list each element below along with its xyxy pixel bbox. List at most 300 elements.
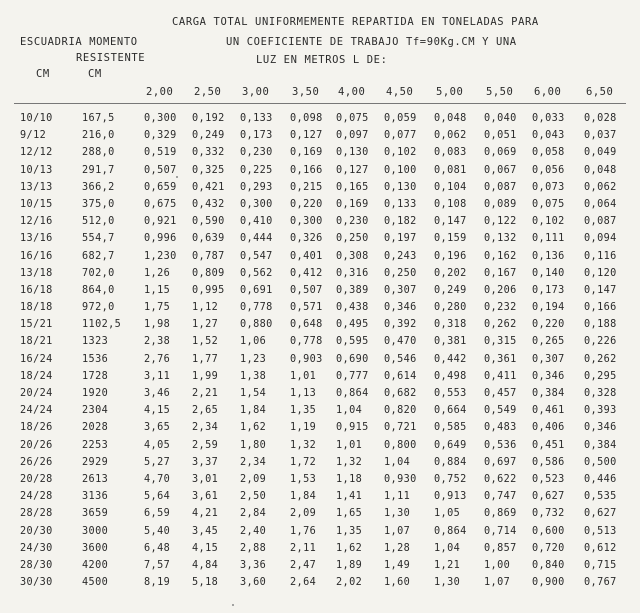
cell-load: 2,11 bbox=[290, 542, 317, 554]
cell-load: 0,056 bbox=[532, 164, 565, 176]
cell-load: 0,461 bbox=[532, 405, 565, 417]
cell-load: 0,900 bbox=[532, 577, 565, 589]
table-row bbox=[0, 422, 640, 439]
cell-momento: 167,5 bbox=[82, 113, 115, 124]
cell-escuadria: 16/16 bbox=[20, 250, 53, 262]
cell-load: 0,249 bbox=[434, 284, 467, 296]
cell-load: 0,715 bbox=[584, 559, 617, 571]
cell-load: 0,329 bbox=[144, 130, 177, 142]
cell-load: 0,081 bbox=[434, 164, 467, 176]
cell-load: 2,65 bbox=[192, 405, 219, 417]
cell-load: 0,519 bbox=[144, 147, 177, 159]
cell-load: 2,34 bbox=[192, 422, 219, 434]
span-header-cell: 2,50 bbox=[194, 86, 222, 98]
cell-load: 1,15 bbox=[144, 284, 171, 296]
cell-load: 0,483 bbox=[484, 422, 517, 434]
cell-load: 0,111 bbox=[532, 233, 565, 245]
cell-load: 0,778 bbox=[240, 302, 273, 314]
cell-load: 3,46 bbox=[144, 388, 171, 399]
cell-momento: 972,0 bbox=[82, 302, 115, 314]
cell-escuadria: 12/16 bbox=[20, 216, 53, 228]
cell-momento: 3136 bbox=[82, 491, 109, 503]
cell-momento: 2304 bbox=[82, 405, 109, 417]
cell-load: 0,869 bbox=[484, 508, 517, 520]
table-row bbox=[0, 405, 640, 422]
cell-load: 0,049 bbox=[584, 147, 617, 159]
cell-escuadria: 24/28 bbox=[20, 491, 53, 503]
table-row bbox=[0, 233, 640, 250]
header-escuadria: ESCUADRIA bbox=[20, 36, 83, 48]
cell-load: 0,675 bbox=[144, 198, 177, 210]
paper-speck bbox=[176, 176, 178, 178]
cell-escuadria: 18/24 bbox=[20, 370, 53, 382]
cell-load: 0,612 bbox=[584, 542, 617, 554]
cell-load: 2,59 bbox=[192, 439, 219, 451]
cell-load: 0,130 bbox=[384, 181, 417, 193]
cell-load: 0,346 bbox=[384, 302, 417, 314]
cell-load: 2,21 bbox=[192, 388, 219, 399]
cell-load: 0,864 bbox=[434, 525, 467, 537]
cell-load: 0,913 bbox=[434, 491, 467, 503]
table-row bbox=[0, 543, 640, 560]
cell-load: 3,45 bbox=[192, 525, 219, 537]
cell-load: 0,451 bbox=[532, 439, 565, 451]
cell-load: 0,659 bbox=[144, 181, 177, 193]
cell-load: 1,72 bbox=[290, 456, 317, 468]
cell-load: 1,01 bbox=[336, 439, 363, 451]
cell-load: 0,747 bbox=[484, 491, 517, 503]
cell-escuadria: 20/24 bbox=[20, 388, 53, 399]
cell-load: 1,62 bbox=[336, 542, 363, 554]
cell-load: 1,49 bbox=[384, 559, 411, 571]
cell-load: 0,033 bbox=[532, 113, 565, 124]
cell-load: 0,332 bbox=[192, 147, 225, 159]
cell-escuadria: 20/26 bbox=[20, 439, 53, 451]
cell-load: 0,384 bbox=[532, 388, 565, 399]
cell-load: 0,140 bbox=[532, 267, 565, 279]
cell-load: 0,166 bbox=[290, 164, 323, 176]
table-row bbox=[0, 165, 640, 182]
cell-load: 3,65 bbox=[144, 422, 171, 434]
cell-load: 1,27 bbox=[192, 319, 219, 331]
cell-load: 0,498 bbox=[434, 370, 467, 382]
cell-load: 2,40 bbox=[240, 525, 267, 537]
table-row bbox=[0, 336, 640, 353]
cell-load: 0,300 bbox=[240, 198, 273, 210]
cell-load: 0,777 bbox=[336, 370, 369, 382]
cell-load: 0,165 bbox=[336, 181, 369, 193]
cell-load: 2,02 bbox=[336, 577, 363, 589]
cell-load: 1,23 bbox=[240, 353, 267, 365]
cell-load: 2,34 bbox=[240, 456, 267, 468]
cell-load: 0,220 bbox=[290, 198, 323, 210]
table-row bbox=[0, 113, 640, 130]
cell-load: 0,442 bbox=[434, 353, 467, 365]
cell-load: 0,037 bbox=[584, 130, 617, 142]
cell-load: 0,930 bbox=[384, 473, 417, 485]
cell-momento: 1102,5 bbox=[82, 319, 122, 331]
cell-load: 0,507 bbox=[290, 284, 323, 296]
cell-load: 5,18 bbox=[192, 577, 219, 589]
cell-load: 0,308 bbox=[336, 250, 369, 262]
span-header-cell: 6,00 bbox=[534, 86, 562, 98]
cell-load: 0,116 bbox=[584, 250, 617, 262]
span-header-cell: 6,50 bbox=[586, 86, 614, 98]
cell-escuadria: 16/24 bbox=[20, 353, 53, 365]
cell-load: 0,249 bbox=[192, 130, 225, 142]
cell-load: 1,77 bbox=[192, 353, 219, 365]
cell-load: 0,307 bbox=[532, 353, 565, 365]
cell-load: 0,293 bbox=[240, 181, 273, 193]
cell-momento: 2613 bbox=[82, 473, 109, 485]
cell-load: 0,127 bbox=[336, 164, 369, 176]
cell-load: 0,470 bbox=[384, 336, 417, 348]
cell-load: 0,130 bbox=[336, 147, 369, 159]
cell-load: 3,61 bbox=[192, 491, 219, 503]
cell-load: 4,15 bbox=[144, 405, 171, 417]
cell-load: 0,051 bbox=[484, 130, 517, 142]
cell-load: 0,553 bbox=[434, 388, 467, 399]
cell-load: 0,880 bbox=[240, 319, 273, 331]
cell-escuadria: 10/15 bbox=[20, 198, 53, 210]
cell-load: 0,104 bbox=[434, 181, 467, 193]
cell-load: 1,12 bbox=[192, 302, 219, 314]
cell-load: 0,147 bbox=[584, 284, 617, 296]
cell-load: 1,07 bbox=[484, 577, 511, 589]
cell-load: 0,162 bbox=[484, 250, 517, 262]
cell-load: 0,691 bbox=[240, 284, 273, 296]
cell-escuadria: 28/28 bbox=[20, 508, 53, 520]
cell-load: 0,714 bbox=[484, 525, 517, 537]
cell-load: 0,147 bbox=[434, 216, 467, 228]
table-row bbox=[0, 319, 640, 336]
cell-load: 0,300 bbox=[290, 216, 323, 228]
cell-load: 0,120 bbox=[584, 267, 617, 279]
cell-load: 0,100 bbox=[384, 164, 417, 176]
cell-load: 7,57 bbox=[144, 559, 171, 571]
cell-load: 2,38 bbox=[144, 336, 171, 348]
cell-load: 0,446 bbox=[584, 473, 617, 485]
cell-load: 0,536 bbox=[484, 439, 517, 451]
cell-escuadria: 12/12 bbox=[20, 147, 53, 159]
cell-load: 0,075 bbox=[532, 198, 565, 210]
cell-load: 1,30 bbox=[434, 577, 461, 589]
cell-load: 0,083 bbox=[434, 147, 467, 159]
cell-load: 0,073 bbox=[532, 181, 565, 193]
cell-load: 0,133 bbox=[384, 198, 417, 210]
cell-load: 0,048 bbox=[584, 164, 617, 176]
cell-load: 0,495 bbox=[336, 319, 369, 331]
cell-load: 3,36 bbox=[240, 559, 267, 571]
cell-load: 0,787 bbox=[192, 250, 225, 262]
cell-load: 1,230 bbox=[144, 250, 177, 262]
cell-load: 3,11 bbox=[144, 370, 171, 382]
data-table bbox=[0, 113, 640, 594]
table-row bbox=[0, 251, 640, 268]
cell-load: 0,507 bbox=[144, 164, 177, 176]
cell-load: 0,094 bbox=[584, 233, 617, 245]
table-row bbox=[0, 457, 640, 474]
cell-momento: 1323 bbox=[82, 336, 109, 348]
cell-load: 0,457 bbox=[484, 388, 517, 399]
cell-load: 0,595 bbox=[336, 336, 369, 348]
span-header-cell: 5,00 bbox=[436, 86, 464, 98]
cell-load: 0,523 bbox=[532, 473, 565, 485]
table-row bbox=[0, 474, 640, 491]
cell-load: 1,32 bbox=[336, 456, 363, 468]
cell-load: 6,59 bbox=[144, 508, 171, 520]
cell-load: 0,108 bbox=[434, 198, 467, 210]
cell-load: 0,393 bbox=[584, 405, 617, 417]
cell-load: 0,346 bbox=[532, 370, 565, 382]
span-header-row bbox=[0, 86, 640, 100]
cell-escuadria: 13/16 bbox=[20, 233, 53, 245]
cell-load: 1,04 bbox=[384, 456, 411, 468]
cell-load: 1,00 bbox=[484, 559, 511, 571]
cell-load: 0,040 bbox=[484, 113, 517, 124]
cell-load: 0,346 bbox=[584, 422, 617, 434]
cell-load: 1,04 bbox=[336, 405, 363, 417]
cell-load: 0,087 bbox=[484, 181, 517, 193]
table-title-line-1: CARGA TOTAL UNIFORMEMENTE REPARTIDA EN TONELADAS PARA bbox=[172, 16, 539, 28]
cell-load: 1,04 bbox=[434, 542, 461, 554]
cell-load: 0,622 bbox=[484, 473, 517, 485]
cell-load: 0,220 bbox=[532, 319, 565, 331]
cell-load: 0,166 bbox=[584, 302, 617, 314]
cell-load: 5,64 bbox=[144, 491, 171, 503]
span-header-cell: 4,00 bbox=[338, 86, 366, 98]
cell-load: 1,07 bbox=[384, 525, 411, 537]
cell-load: 1,76 bbox=[290, 525, 317, 537]
cell-escuadria: 18/26 bbox=[20, 422, 53, 434]
cell-load: 0,316 bbox=[336, 267, 369, 279]
cell-load: 0,389 bbox=[336, 284, 369, 296]
cell-load: 1,38 bbox=[240, 370, 267, 382]
cell-momento: 1728 bbox=[82, 370, 109, 382]
cell-load: 0,102 bbox=[532, 216, 565, 228]
table-row bbox=[0, 491, 640, 508]
cell-load: 0,077 bbox=[384, 130, 417, 142]
cell-load: 0,133 bbox=[240, 113, 273, 124]
cell-load: 3,01 bbox=[192, 473, 219, 485]
cell-load: 0,028 bbox=[584, 113, 617, 124]
cell-load: 0,067 bbox=[484, 164, 517, 176]
table-row bbox=[0, 130, 640, 147]
cell-load: 4,21 bbox=[192, 508, 219, 520]
cell-load: 0,280 bbox=[434, 302, 467, 314]
cell-load: 4,70 bbox=[144, 473, 171, 485]
cell-load: 1,01 bbox=[290, 370, 317, 382]
cell-momento: 702,0 bbox=[82, 267, 115, 279]
cell-load: 0,169 bbox=[336, 198, 369, 210]
cell-load: 0,098 bbox=[290, 113, 323, 124]
cell-load: 0,884 bbox=[434, 456, 467, 468]
cell-load: 5,40 bbox=[144, 525, 171, 537]
cell-load: 8,19 bbox=[144, 577, 171, 589]
cell-load: 0,102 bbox=[384, 147, 417, 159]
cell-load: 3,60 bbox=[240, 577, 267, 589]
cell-load: 0,326 bbox=[290, 233, 323, 245]
cell-load: 0,627 bbox=[532, 491, 565, 503]
cell-load: 1,65 bbox=[336, 508, 363, 520]
cell-load: 0,089 bbox=[484, 198, 517, 210]
cell-load: 1,32 bbox=[290, 439, 317, 451]
cell-load: 2,64 bbox=[290, 577, 317, 589]
cell-load: 0,412 bbox=[290, 267, 323, 279]
cell-load: 0,064 bbox=[584, 198, 617, 210]
cell-escuadria: 24/24 bbox=[20, 405, 53, 417]
cell-escuadria: 9/12 bbox=[20, 130, 47, 142]
cell-load: 0,226 bbox=[584, 336, 617, 348]
header-divider bbox=[14, 103, 626, 104]
table-row bbox=[0, 199, 640, 216]
cell-load: 0,230 bbox=[336, 216, 369, 228]
cell-load: 0,590 bbox=[192, 216, 225, 228]
cell-escuadria: 13/18 bbox=[20, 267, 53, 279]
cell-load: 0,043 bbox=[532, 130, 565, 142]
cell-load: 0,438 bbox=[336, 302, 369, 314]
cell-load: 0,075 bbox=[336, 113, 369, 124]
cell-load: 0,500 bbox=[584, 456, 617, 468]
cell-load: 0,627 bbox=[584, 508, 617, 520]
table-row bbox=[0, 285, 640, 302]
cell-escuadria: 28/30 bbox=[20, 559, 53, 571]
cell-load: 0,318 bbox=[434, 319, 467, 331]
cell-load: 0,127 bbox=[290, 130, 323, 142]
cell-load: 0,444 bbox=[240, 233, 273, 245]
cell-momento: 2028 bbox=[82, 422, 109, 434]
cell-load: 1,84 bbox=[240, 405, 267, 417]
cell-load: 0,513 bbox=[584, 525, 617, 537]
cell-escuadria: 18/18 bbox=[20, 302, 53, 314]
cell-load: 0,690 bbox=[336, 353, 369, 365]
cell-load: 0,820 bbox=[384, 405, 417, 417]
cell-escuadria: 16/18 bbox=[20, 284, 53, 296]
cell-momento: 2929 bbox=[82, 456, 109, 468]
cell-load: 0,169 bbox=[290, 147, 323, 159]
cell-load: 0,384 bbox=[584, 439, 617, 451]
cell-load: 4,05 bbox=[144, 439, 171, 451]
cell-load: 0,752 bbox=[434, 473, 467, 485]
cell-escuadria: 18/21 bbox=[20, 336, 53, 348]
cell-load: 0,546 bbox=[384, 353, 417, 365]
cell-load: 0,767 bbox=[584, 577, 617, 589]
cell-load: 0,432 bbox=[192, 198, 225, 210]
cell-load: 0,921 bbox=[144, 216, 177, 228]
header-unit-momento: CM bbox=[88, 68, 102, 80]
cell-load: 0,232 bbox=[484, 302, 517, 314]
cell-momento: 512,0 bbox=[82, 216, 115, 228]
cell-load: 1,80 bbox=[240, 439, 267, 451]
cell-momento: 682,7 bbox=[82, 250, 115, 262]
cell-escuadria: 10/10 bbox=[20, 113, 53, 124]
cell-escuadria: 24/30 bbox=[20, 542, 53, 554]
cell-load: 1,35 bbox=[336, 525, 363, 537]
cell-load: 0,720 bbox=[532, 542, 565, 554]
cell-momento: 4500 bbox=[82, 577, 109, 589]
cell-load: 0,188 bbox=[584, 319, 617, 331]
cell-load: 0,421 bbox=[192, 181, 225, 193]
cell-load: 0,547 bbox=[240, 250, 273, 262]
cell-momento: 288,0 bbox=[82, 147, 115, 159]
cell-load: 0,215 bbox=[290, 181, 323, 193]
cell-momento: 3600 bbox=[82, 542, 109, 554]
cell-load: 0,202 bbox=[434, 267, 467, 279]
cell-load: 0,197 bbox=[384, 233, 417, 245]
cell-escuadria: 20/28 bbox=[20, 473, 53, 485]
cell-escuadria: 26/26 bbox=[20, 456, 53, 468]
cell-load: 0,230 bbox=[240, 147, 273, 159]
cell-load: 0,535 bbox=[584, 491, 617, 503]
cell-load: 1,28 bbox=[384, 542, 411, 554]
cell-momento: 3659 bbox=[82, 508, 109, 520]
cell-load: 0,549 bbox=[484, 405, 517, 417]
table-row bbox=[0, 302, 640, 319]
cell-load: 0,062 bbox=[584, 181, 617, 193]
cell-load: 0,122 bbox=[484, 216, 517, 228]
cell-load: 2,09 bbox=[290, 508, 317, 520]
table-row bbox=[0, 216, 640, 233]
cell-load: 4,84 bbox=[192, 559, 219, 571]
cell-momento: 864,0 bbox=[82, 284, 115, 296]
cell-load: 0,401 bbox=[290, 250, 323, 262]
table-row bbox=[0, 354, 640, 371]
cell-load: 0,361 bbox=[484, 353, 517, 365]
cell-load: 0,182 bbox=[384, 216, 417, 228]
table-title-line-3: LUZ EN METROS L DE: bbox=[256, 54, 388, 66]
cell-momento: 2253 bbox=[82, 439, 109, 451]
cell-load: 0,206 bbox=[484, 284, 517, 296]
cell-load: 0,243 bbox=[384, 250, 417, 262]
span-header-cell: 3,50 bbox=[292, 86, 320, 98]
table-row bbox=[0, 147, 640, 164]
table-row bbox=[0, 268, 640, 285]
cell-load: 2,47 bbox=[290, 559, 317, 571]
cell-load: 1,54 bbox=[240, 388, 267, 399]
cell-load: 0,996 bbox=[144, 233, 177, 245]
cell-load: 1,52 bbox=[192, 336, 219, 348]
cell-load: 0,406 bbox=[532, 422, 565, 434]
cell-load: 0,069 bbox=[484, 147, 517, 159]
table-row bbox=[0, 577, 640, 594]
cell-load: 0,262 bbox=[584, 353, 617, 365]
cell-load: 0,410 bbox=[240, 216, 273, 228]
cell-load: 0,857 bbox=[484, 542, 517, 554]
cell-momento: 4200 bbox=[82, 559, 109, 571]
cell-load: 1,53 bbox=[290, 473, 317, 485]
cell-momento: 3000 bbox=[82, 525, 109, 537]
cell-escuadria: 10/13 bbox=[20, 164, 53, 176]
cell-load: 1,11 bbox=[384, 491, 411, 503]
cell-momento: 216,0 bbox=[82, 130, 115, 142]
cell-momento: 1920 bbox=[82, 388, 109, 399]
table-row bbox=[0, 560, 640, 577]
cell-load: 1,98 bbox=[144, 319, 171, 331]
cell-load: 0,614 bbox=[384, 370, 417, 382]
cell-load: 1,41 bbox=[336, 491, 363, 503]
cell-load: 0,864 bbox=[336, 388, 369, 399]
cell-load: 1,99 bbox=[192, 370, 219, 382]
cell-load: 0,265 bbox=[532, 336, 565, 348]
cell-load: 1,35 bbox=[290, 405, 317, 417]
cell-load: 0,250 bbox=[384, 267, 417, 279]
cell-load: 0,732 bbox=[532, 508, 565, 520]
cell-load: 2,50 bbox=[240, 491, 267, 503]
cell-load: 1,75 bbox=[144, 302, 171, 314]
cell-load: 0,585 bbox=[434, 422, 467, 434]
cell-load: 0,173 bbox=[240, 130, 273, 142]
table-row bbox=[0, 388, 640, 405]
